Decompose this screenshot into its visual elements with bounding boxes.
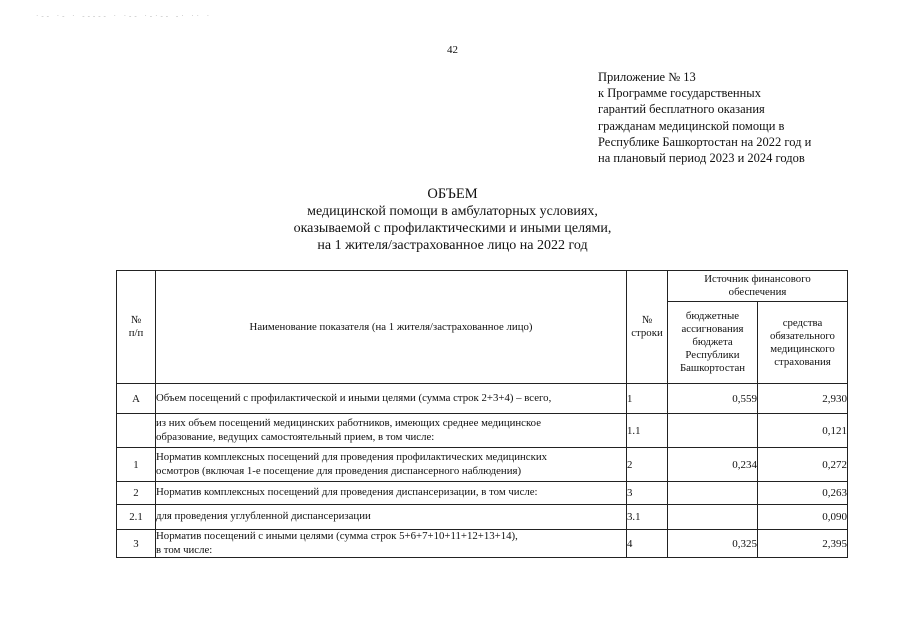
row-name: Норматив комплексных посещений для проведения профилактических медицинских осмотров (включая 1-е посещение для проведения диспансерного наблюдения) — [156, 448, 627, 482]
table-row — [117, 505, 848, 530]
row-name: Норматив комплексных посещений для проведения диспансеризации, в том числе: — [156, 482, 627, 505]
row-budget-value — [668, 414, 758, 448]
table-row — [117, 482, 848, 505]
row-line-number: 2 — [627, 448, 668, 482]
appendix-line: Республике Башкортостан на 2022 год и — [598, 134, 812, 149]
table-row — [117, 414, 848, 448]
row-oms-value: 0,090 — [758, 505, 848, 530]
row-oms-value: 0,121 — [758, 414, 848, 448]
row-num: А — [117, 384, 156, 414]
scan-marks: ·-- ·- · ----- · ·-- ·-·-- -· ·· · — [36, 12, 213, 20]
row-name: из них объем посещений медицинских работников, имеющих среднее медицинское образование, ведущих самостоятельный прием, в том числе: — [156, 414, 627, 448]
appendix-line: Приложение № 13 — [598, 70, 696, 84]
row-budget-value: 0,234 — [668, 448, 758, 482]
row-num: 2.1 — [117, 505, 156, 530]
header-budget-text: бюджетные ассигнования бюджета Республики Башкортостан — [679, 310, 746, 374]
table-row — [117, 448, 848, 482]
title-line: оказываемой с профилактическими и иными целями, — [293, 221, 612, 236]
table-row — [117, 384, 848, 414]
row-oms-value: 2,930 — [758, 384, 848, 414]
document-title — [0, 186, 905, 254]
row-line-number: 4 — [627, 530, 668, 558]
row-budget-value: 0,559 — [668, 384, 758, 414]
title-line: медицинской помощи в амбулаторных условиях, — [307, 204, 598, 219]
appendix-line: гражданам медицинской помощи в — [598, 118, 785, 133]
row-num: 3 — [117, 530, 156, 558]
appendix-line: на плановый период 2023 и 2024 годов — [598, 151, 805, 166]
row-name: Объем посещений с профилактической и иными целями (сумма строк 2+3+4) – всего, — [156, 384, 627, 414]
header-budget — [668, 302, 758, 384]
header-row — [627, 271, 668, 384]
appendix-line: к Программе государственных — [598, 86, 761, 101]
row-num: 2 — [117, 482, 156, 505]
row-name: Норматив посещений с иными целями (сумма строк 5+6+7+10+11+12+13+14), в том числе: — [156, 530, 627, 558]
row-budget-value: 0,325 — [668, 530, 758, 558]
row-name: для проведения углубленной диспансеризации — [156, 505, 627, 530]
page-number: 42 — [447, 44, 458, 56]
table-row — [117, 530, 848, 558]
header-num — [117, 271, 156, 384]
row-oms-value: 0,272 — [758, 448, 848, 482]
row-num — [117, 414, 156, 448]
header-source-text: Источник финансового обеспечения — [704, 273, 811, 298]
row-line-number: 1 — [627, 384, 668, 414]
volume-table — [116, 270, 848, 558]
row-line-number: 3 — [627, 482, 668, 505]
header-num-text: № п/п — [128, 314, 144, 339]
title-line: на 1 жителя/застрахованное лицо на 2022 год — [317, 238, 588, 253]
header-name: Наименование показателя (на 1 жителя/застрахованное лицо) — [156, 271, 627, 384]
title-line: ОБЪЕМ — [427, 186, 478, 202]
row-oms-value: 2,395 — [758, 530, 848, 558]
header-row-text: № строки — [631, 314, 663, 339]
header-oms — [758, 302, 848, 384]
appendix-note — [598, 69, 898, 166]
row-line-number: 1.1 — [627, 414, 668, 448]
row-budget-value — [668, 482, 758, 505]
header-oms-text: средства обязательного медицинского страхования — [770, 316, 835, 368]
row-num: 1 — [117, 448, 156, 482]
appendix-line: гарантий бесплатного оказания — [598, 102, 765, 117]
header-source — [668, 271, 848, 302]
row-oms-value: 0,263 — [758, 482, 848, 505]
row-budget-value — [668, 505, 758, 530]
row-line-number: 3.1 — [627, 505, 668, 530]
